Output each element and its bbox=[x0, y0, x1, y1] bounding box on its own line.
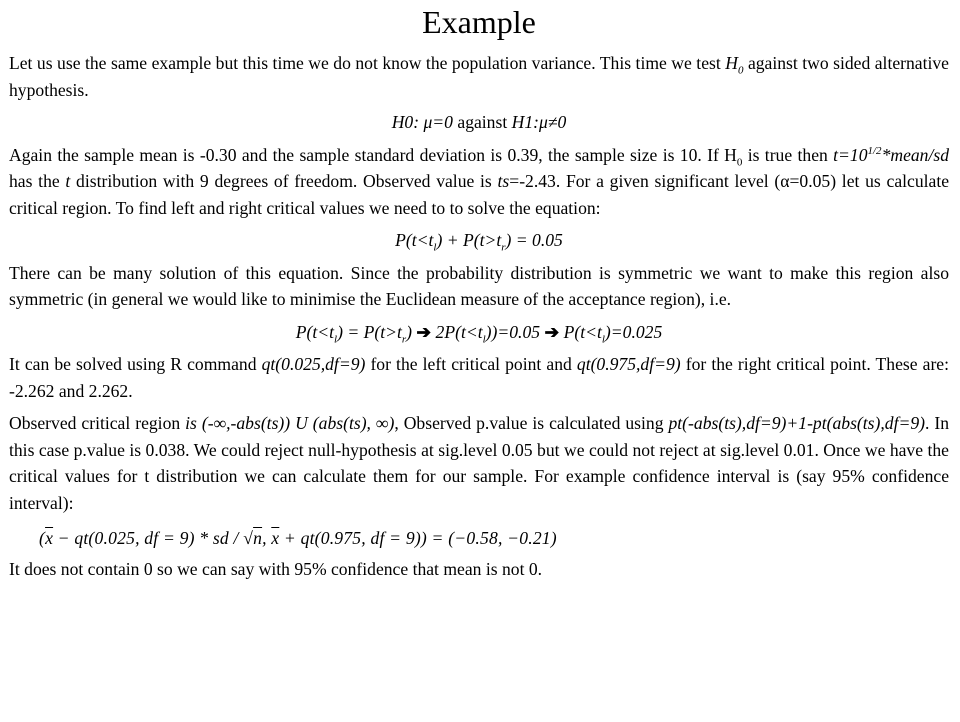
text-segment: r bbox=[401, 333, 407, 346]
formula-part2: + qt(0.975, df = 9)) = (−0.58, −0.21) bbox=[279, 528, 557, 548]
text-segment: It can be solved using R command bbox=[9, 354, 262, 374]
text-segment: ➔ bbox=[544, 321, 560, 342]
text-segment: l bbox=[482, 333, 486, 346]
text-segment: ) = 0.05 bbox=[505, 230, 563, 250]
paragraph-p2 bbox=[9, 109, 949, 136]
text-segment: distribution with 9 degrees of freedom. Observed value is bbox=[70, 171, 498, 191]
text-segment: *mean/sd bbox=[881, 144, 949, 165]
formula-n: n bbox=[253, 528, 263, 548]
text-segment: There can be many solution of this equation. Since the probability distribution is symmetric we want to make this region also symmetric (in general we would like to minimise the Euclidean measure of the acceptance region), i.e. bbox=[9, 262, 949, 309]
text-segment: P(t<t bbox=[395, 230, 434, 250]
text-segment: against bbox=[452, 112, 512, 132]
text-segment: pt(-abs(ts),df=9)+1-pt(abs(ts),df=9) bbox=[668, 413, 925, 433]
text-segment: =-2.43. For a given significant level (α=0.05) let us calculate critical region. To find left and right critical values we need to to solve the equation: bbox=[9, 171, 950, 218]
paragraph-p6 bbox=[9, 319, 949, 346]
text-segment: ) + P(t>t bbox=[436, 230, 502, 250]
paragraph-p7 bbox=[9, 351, 949, 404]
text-segment: . In this case p.value is 0.038. We could reject null-hypothesis at sig.level 0.05 but we could not reject at sig.level 0.01. Once we have the critical values for t distribution we can calculate them for our sample. For example confidence interval is (say 95% confidence interval): bbox=[9, 413, 950, 513]
paragraph-p3 bbox=[9, 142, 949, 222]
text-segment: , Observed p.value is calculated using bbox=[394, 413, 669, 433]
text-segment: qt(0.975,df=9) bbox=[576, 354, 681, 374]
paragraph-p4 bbox=[9, 227, 949, 254]
formula-sqrt: √ bbox=[243, 528, 254, 548]
text-segment: H bbox=[725, 53, 738, 73]
text-segment: has the bbox=[9, 171, 66, 191]
text-segment: l bbox=[601, 333, 605, 346]
text-segment: is (-∞,-abs(ts)) U (abs(ts), ∞) bbox=[185, 413, 395, 433]
text-segment: 0 bbox=[736, 156, 743, 169]
text-segment: ➔ bbox=[416, 321, 432, 342]
text-segment: 0 bbox=[737, 64, 744, 77]
text-segment: P(t<t bbox=[559, 321, 602, 342]
paragraph-p5 bbox=[9, 260, 949, 313]
text-segment: H0: μ=0 bbox=[391, 112, 453, 132]
paragraph-p8 bbox=[9, 410, 949, 516]
text-segment: P(t<t bbox=[295, 321, 334, 342]
paragraph-p1 bbox=[9, 50, 949, 103]
confidence-interval-formula bbox=[9, 522, 949, 554]
conclusion-text: It does not contain 0 so we can say with 95% confidence that mean is not 0. bbox=[9, 559, 543, 579]
text-segment: ) bbox=[406, 321, 417, 342]
formula-xbar-2: $\overline{x}$ bbox=[271, 528, 280, 548]
formula-part1: − qt(0.025, df = 9) * sd / bbox=[53, 528, 244, 548]
slide bbox=[0, 2, 960, 722]
text-segment: is true then bbox=[742, 144, 834, 165]
text-segment: Let us use the same example but this time we do not know the population variance. This time we test bbox=[9, 53, 726, 73]
text-segment: Again the sample mean is -0.30 and the sample standard deviation is 0.39, the sample size is 10. If H bbox=[9, 144, 737, 165]
text-segment: ))=0.05 bbox=[485, 321, 545, 342]
text-segment: l bbox=[334, 333, 338, 346]
text-segment: for the right critical point. These are: -2.262 and 2.262. bbox=[9, 354, 949, 401]
text-segment: H1:μ≠0 bbox=[511, 112, 567, 132]
text-segment: 2P(t<t bbox=[431, 321, 483, 342]
text-segment: for the left critical point and bbox=[365, 354, 577, 374]
text-segment: t=10 bbox=[833, 144, 868, 165]
text-segment: )=0.025 bbox=[604, 321, 663, 342]
text-segment: 1/2 bbox=[867, 144, 882, 157]
text-segment: t bbox=[65, 171, 71, 191]
formula-xbar: $\overline{x}$ bbox=[45, 528, 54, 548]
formula-comma: , bbox=[262, 528, 272, 548]
text-segment: Observed critical region bbox=[9, 413, 186, 433]
text-segment: r bbox=[501, 241, 506, 254]
formula-open: ( bbox=[39, 528, 46, 548]
page-title: Example bbox=[422, 4, 536, 40]
text-segment: against two sided alternative hypothesis. bbox=[9, 53, 949, 100]
body-text bbox=[9, 50, 949, 516]
text-segment: ts bbox=[497, 171, 510, 191]
text-segment: qt(0.025,df=9) bbox=[261, 354, 366, 374]
text-segment: ) = P(t>t bbox=[337, 321, 402, 342]
text-segment: l bbox=[433, 241, 437, 254]
